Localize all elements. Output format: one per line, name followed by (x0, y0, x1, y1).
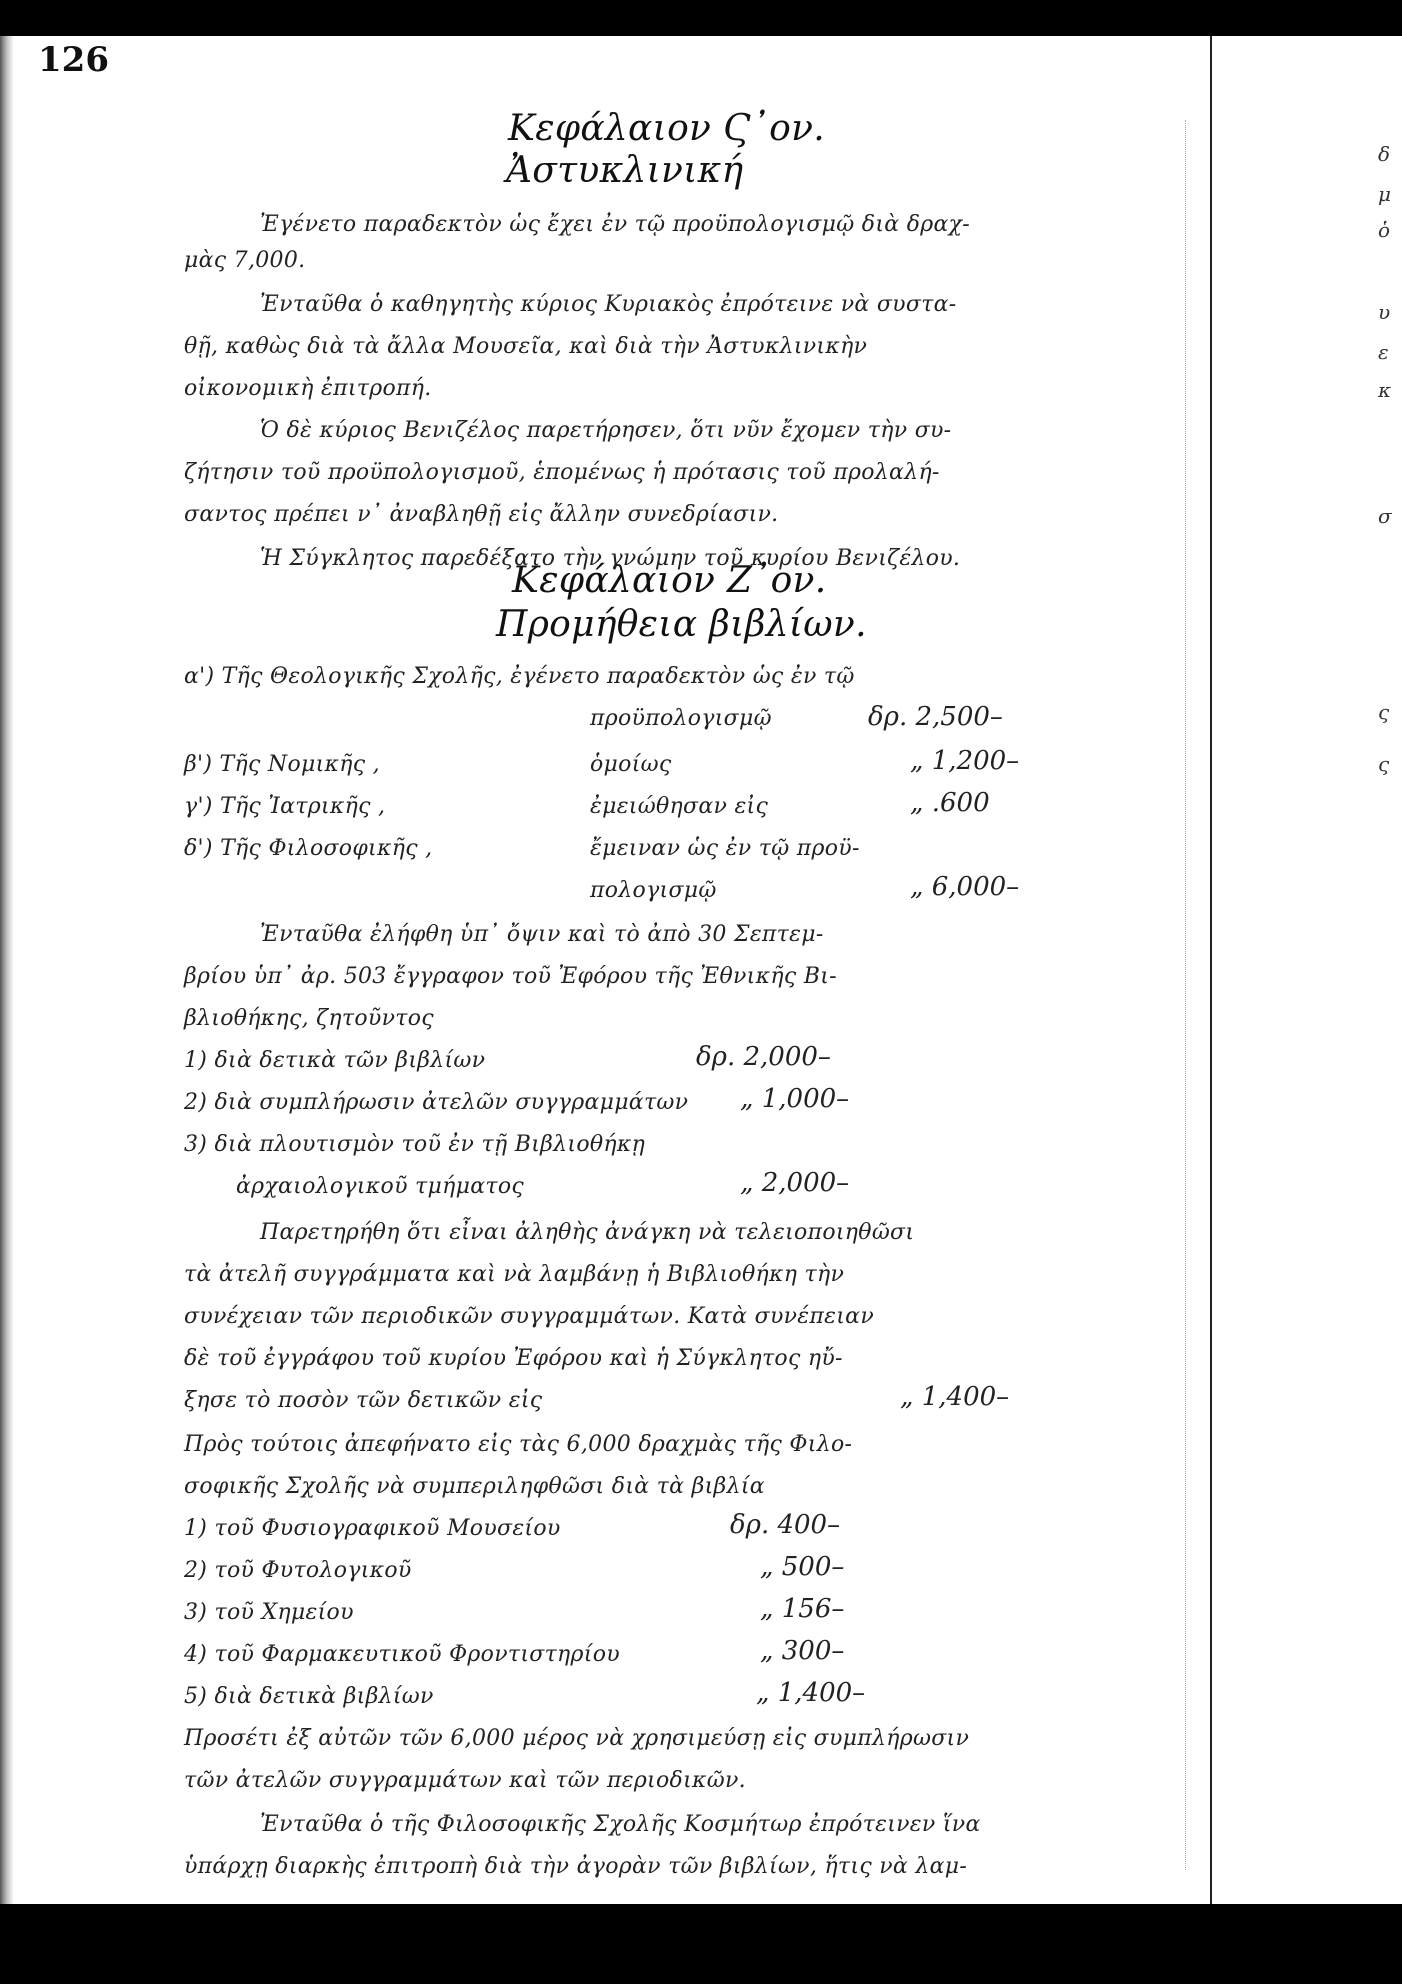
top-scan-border (0, 0, 1402, 36)
text-line: Προσέτι ἐξ αὐτῶν τῶν 6,000 μέρος νὰ χρησιμεύσῃ εἰς συμπλήρωσιν (184, 1726, 970, 1751)
amount-entry: „ 300– (760, 1636, 845, 1666)
text-line: βρίου ὑπ᾽ ἀρ. 503 ἔγγραφον τοῦ Ἐφόρου τῆς Ἐθνικῆς Βι- (184, 964, 837, 989)
amount-entry: δρ. 2,000– (696, 1042, 831, 1072)
text-line: ὑπάρχῃ διαρκὴς ἐπιτροπὴ διὰ τὴν ἀγορὰν τῶν βιβλίων, ἥτις νὰ λαμ- (184, 1854, 968, 1879)
text-line: ἀρχαιολογικοῦ τμήματος (236, 1174, 524, 1199)
text-line: οἰκονομικὴ ἐπιτροπή. (184, 376, 432, 401)
amount-entry: δρ. 2,500– (868, 702, 1003, 732)
text-line: Παρετηρήθη ὅτι εἶναι ἀληθὴς ἀνάγκη νὰ τελειοποιηθῶσι (260, 1220, 915, 1245)
text-line: πολογισμῷ (590, 878, 717, 903)
text-line: 4) τοῦ Φαρμακευτικοῦ Φροντιστηρίου (184, 1642, 620, 1667)
text-line: 2) τοῦ Φυτολογικοῦ (184, 1558, 412, 1583)
facing-page-fragment: ὁ (1378, 218, 1391, 242)
text-line: δ') Τῆς Φιλοσοφικῆς , (184, 836, 433, 861)
text-line: θῇ, καθὼς διὰ τὰ ἄλλα Μουσεῖα, καὶ διὰ τὴν Ἀστυκλινικὴν (184, 334, 868, 359)
facing-page-fragment: ε (1378, 340, 1389, 364)
text-line: δὲ τοῦ ἐγγράφου τοῦ κυρίου Ἐφόρου καὶ ἡ Σύγκλητος ηὔ- (184, 1346, 843, 1371)
chapter-heading-6: Κεφάλαιον Ϛ᾽ον. (508, 108, 826, 149)
text-line: 5) διὰ δετικὰ βιβλίων (184, 1684, 434, 1709)
text-line: ἐμειώθησαν εἰς (590, 794, 769, 819)
facing-page-fragment: υ (1378, 300, 1391, 324)
text-line: 1) τοῦ Φυσιογραφικοῦ Μουσείου (184, 1516, 561, 1541)
amount-entry: „ 1,000– (740, 1084, 850, 1114)
facing-page-fragment: ς (1378, 752, 1390, 776)
amount-entry: „ 500– (760, 1552, 845, 1582)
text-line: 2) διὰ συμπλήρωσιν ἀτελῶν συγγραμμάτων (184, 1090, 689, 1115)
binding-edge (0, 36, 14, 1904)
facing-page-fragment: ς (1378, 700, 1390, 724)
text-line: συνέχειαν τῶν περιοδικῶν συγγραμμάτων. Κατὰ συνέπειαν (184, 1304, 875, 1329)
text-line: α') Τῆς Θεολογικῆς Σχολῆς, ἐγένετο παραδεκτὸν ὡς ἐν τῷ (184, 664, 855, 689)
facing-page-fragment: μ (1378, 182, 1391, 206)
amount-entry: „ 2,000– (740, 1168, 850, 1198)
text-line: Ἐνταῦθα ἐλήφθη ὑπ᾽ ὄψιν καὶ τὸ ἀπὸ 30 Σεπτεμ- (260, 922, 824, 947)
facing-page (1212, 36, 1402, 1904)
text-line: Ἐγένετο παραδεκτὸν ὡς ἔχει ἐν τῷ προϋπολογισμῷ διὰ δραχ- (260, 212, 971, 237)
dotted-margin-line (1185, 120, 1188, 1870)
text-line: ἔμειναν ὡς ἐν τῷ προϋ- (590, 836, 860, 861)
text-line: β') Τῆς Νομικῆς , (184, 752, 380, 777)
chapter-heading-7-subtitle: Προμήθεια βιβλίων. (496, 604, 867, 645)
text-line: προϋπολογισμῷ (590, 706, 772, 731)
text-line: Ἐνταῦθα ὁ καθηγητὴς κύριος Κυριακὸς ἐπρότεινε νὰ συστα- (260, 292, 957, 317)
text-line: Πρὸς τούτοις ἀπεφήνατο εἰς τὰς 6,000 δραχμὰς τῆς Φιλο- (184, 1432, 853, 1457)
text-line: μὰς 7,000. (184, 248, 306, 273)
amount-entry: „ 1,400– (756, 1678, 866, 1708)
text-line: γ') Τῆς Ἰατρικῆς , (184, 794, 386, 819)
chapter-heading-6-subtitle: Ἀστυκλινική (506, 150, 744, 191)
text-line: ζήτησιν τοῦ προϋπολογισμοῦ, ἑπομένως ἡ πρότασις τοῦ προλαλή- (184, 460, 940, 485)
text-line: τὰ ἀτελῆ συγγράμματα καὶ νὰ λαμβάνῃ ἡ Βιβλιοθήκη τὴν (184, 1262, 845, 1287)
text-line: Ὁ δὲ κύριος Βενιζέλος παρετήρησεν, ὅτι νῦν ἔχομεν τὴν συ- (260, 418, 952, 443)
chapter-heading-7: Κεφάλαιον Ζ᾽ον. (512, 560, 827, 601)
facing-page-fragment: δ (1378, 142, 1391, 166)
text-line: Ἡ Σύγκλητος παρεδέξατο τὴν γνώμην τοῦ κυρίου Βενιζέλου. (260, 546, 961, 571)
text-line: 1) διὰ δετικὰ τῶν βιβλίων (184, 1048, 486, 1073)
text-line: Ἐνταῦθα ὁ τῆς Φιλοσοφικῆς Σχολῆς Κοσμήτωρ ἐπρότεινεν ἵνα (260, 1812, 981, 1837)
amount-entry: „ 1,200– (910, 746, 1020, 776)
bottom-scan-border (0, 1904, 1402, 1984)
facing-page-fragment: κ (1378, 378, 1392, 402)
facing-page-fragment: σ (1378, 504, 1392, 528)
text-line: ξησε τὸ ποσὸν τῶν δετικῶν εἰς (184, 1388, 543, 1413)
amount-entry: „ 156– (760, 1594, 845, 1624)
text-line: βλιοθήκης, ζητοῦντος (184, 1006, 434, 1031)
amount-entry: „ 6,000– (910, 872, 1020, 902)
text-line: σαντος πρέπει ν᾽ ἀναβληθῇ εἰς ἄλλην συνεδρίασιν. (184, 502, 779, 527)
text-line: ὁμοίως (590, 752, 672, 777)
amount-entry: δρ. 400– (730, 1510, 841, 1540)
text-line: σοφικῆς Σχολῆς νὰ συμπεριληφθῶσι διὰ τὰ βιβλία (184, 1474, 765, 1499)
text-line: 3) τοῦ Χημείου (184, 1600, 354, 1625)
text-line: 3) διὰ πλουτισμὸν τοῦ ἐν τῇ Βιβλιοθήκῃ (184, 1132, 646, 1157)
page-number: 126 (38, 40, 109, 80)
text-line: τῶν ἀτελῶν συγγραμμάτων καὶ τῶν περιοδικῶν. (184, 1768, 746, 1793)
amount-entry: „ .600 (910, 788, 990, 818)
amount-entry: „ 1,400– (900, 1382, 1010, 1412)
